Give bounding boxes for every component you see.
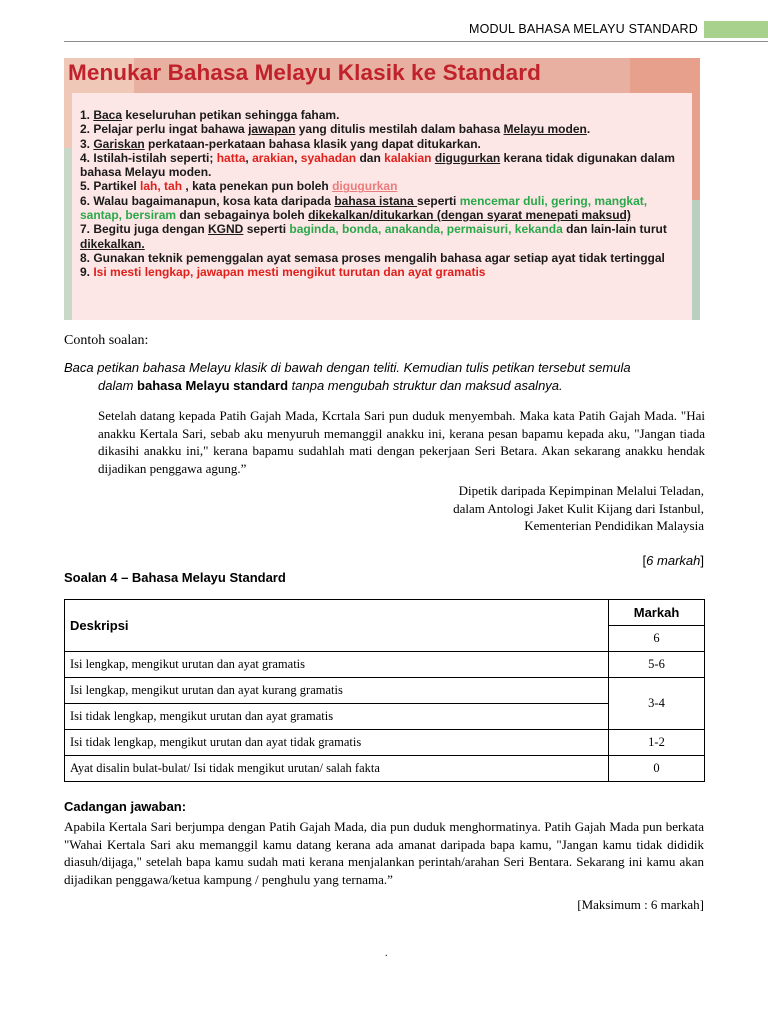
infographic-item: 8. Gunakan teknik pemenggalan ayat semasa proses mengalih bahasa agar setiap ayat tidak tertinggal [80,250,665,265]
header-title: MODUL BAHASA MELAYU STANDARD [468,22,698,36]
desc-cell: Isi tidak lengkap, mengikut urutan dan ayat tidak gramatis [65,730,609,756]
desc-cell: Isi tidak lengkap, mengikut urutan dan ayat gramatis [65,704,609,730]
infographic-item: 9. Isi mesti lengkap, jawapan mesti mengikut turutan dan ayat gramatis [80,265,486,280]
infographic-item: 4. Istilah-istilah seperti; hatta, arakian, syahadan dan kalakian digugurkan kerana tidak digunakan dalam bahasa Melayu moden. [80,150,675,180]
suggested-answer: Apabila Kertala Sari berjumpa dengan Patih Gajah Mada, dia pun duduk menghormatinya. Patih Gajah Mada pun berkata "Wahai Kertala Sari aku memanggil kamu datang kerana ada amanat daripada bapa kamu, "Jangan kamu tidak dididik diasuh/dijaga," setelah bapa kamu sudah mati kerana menjalankan perintah/arahan Seri Bentara. Sekarang ini kamu akan dijadikan penggawa/ketua kampung / penghulu yang ternama.” [64,819,704,887]
answer-title: Cadangan jawaban: [64,799,187,814]
passage-source [453,482,704,535]
infographic-item: 7. Begitu juga dengan KGND seperti baginda, bonda, anakanda, permaisuri, kekanda dan lain-lain turut dikekalkan. [80,222,667,251]
infographic-item: 2. Pelajar perlu ingat bahawa jawapan yang ditulis mestilah dalam bahasa Melayu moden. [80,122,591,137]
header-divider [64,41,768,42]
infographic-list [80,108,690,280]
table-row [65,756,705,782]
mark-cell: 5-6 [609,652,705,678]
footer-dot: . [385,948,388,959]
table-row [65,678,705,704]
rubric-table [64,599,705,782]
header-accent-block [704,21,768,38]
table-row [65,600,705,626]
mark-cell: 3-4 [609,678,705,730]
infographic [64,58,700,320]
infographic-title: Menukar Bahasa Melayu Klasik ke Standard [68,60,541,85]
desc-cell: Ayat disalin bulat-bulat/ Isi tidak mengikut urutan/ salah fakta [65,756,609,782]
infographic-item: 6. Walau bagaimanapun, kosa kata daripada bahasa istana seperti mencemar duli, gering, mangkat, santap, bersiram dan sebagainya boleh dikekalkan/ditukarkan (dengan syarat menepati maksud) [80,193,648,223]
instruction-line-2: dalam bahasa Melayu standard tanpa mengubah struktur dan maksud asalnya. [98,377,563,393]
col-deskripsi-header: Deskripsi [65,600,609,652]
source-line: Dipetik daripada Kepimpinan Melalui Teladan, [458,483,704,498]
infographic-item: 1. Baca keseluruhan petikan sehingga faham. [80,108,340,122]
question-marks: [6 markah] [642,553,704,568]
desc-cell: Isi lengkap, mengikut urutan dan ayat kurang gramatis [65,678,609,704]
col-markah-header: Markah [609,600,705,626]
instruction-line-1: Baca petikan bahasa Melayu klasik di bawah dengan teliti. Kemudian tulis petikan tersebut semula [64,360,631,375]
max-mark-cell: 6 [609,626,705,652]
infographic-item: 3. Gariskan perkataan-perkataan bahasa klasik yang dapat ditukarkan. [80,136,481,151]
source-line: dalam Antologi Jaket Kulit Kijang dari Istanbul, [453,500,704,516]
instruction-emphasis: bahasa Melayu standard [137,377,289,393]
question-instruction [64,359,704,394]
mark-cell: 1-2 [609,730,705,756]
question-label: Contoh soalan: [64,333,149,348]
mark-cell: 0 [609,756,705,782]
source-line: Kementerian Pendidikan Malaysia [524,518,704,534]
soalan-title: Soalan 4 – Bahasa Melayu Standard [64,570,286,585]
classical-passage: Setelah datang kepada Patih Gajah Mada, Kcrtala Sari pun duduk menyembah. Maka kata Patih Gajah Mada. "Hai anakku Kertala Sari, sebab aku menyuruh memanggil anakku ini, kerana pesan bapamu kepada aku, "Jangan tiada dikasihi anakku ini," kerana bapamu sudahlah mati dengan pekerjaan Seri Betara. Akan sekarang anakku hendak dijadikan penggawa agung.” [98,408,705,476]
table-row [65,730,705,756]
desc-cell: Isi lengkap, mengikut urutan dan ayat gramatis [65,652,609,678]
infographic-item: 5. Partikel lah, tah , kata penekan pun boleh digugurkan [80,179,398,194]
table-row [65,652,705,678]
max-marks: [Maksimum : 6 markah] [577,897,704,912]
